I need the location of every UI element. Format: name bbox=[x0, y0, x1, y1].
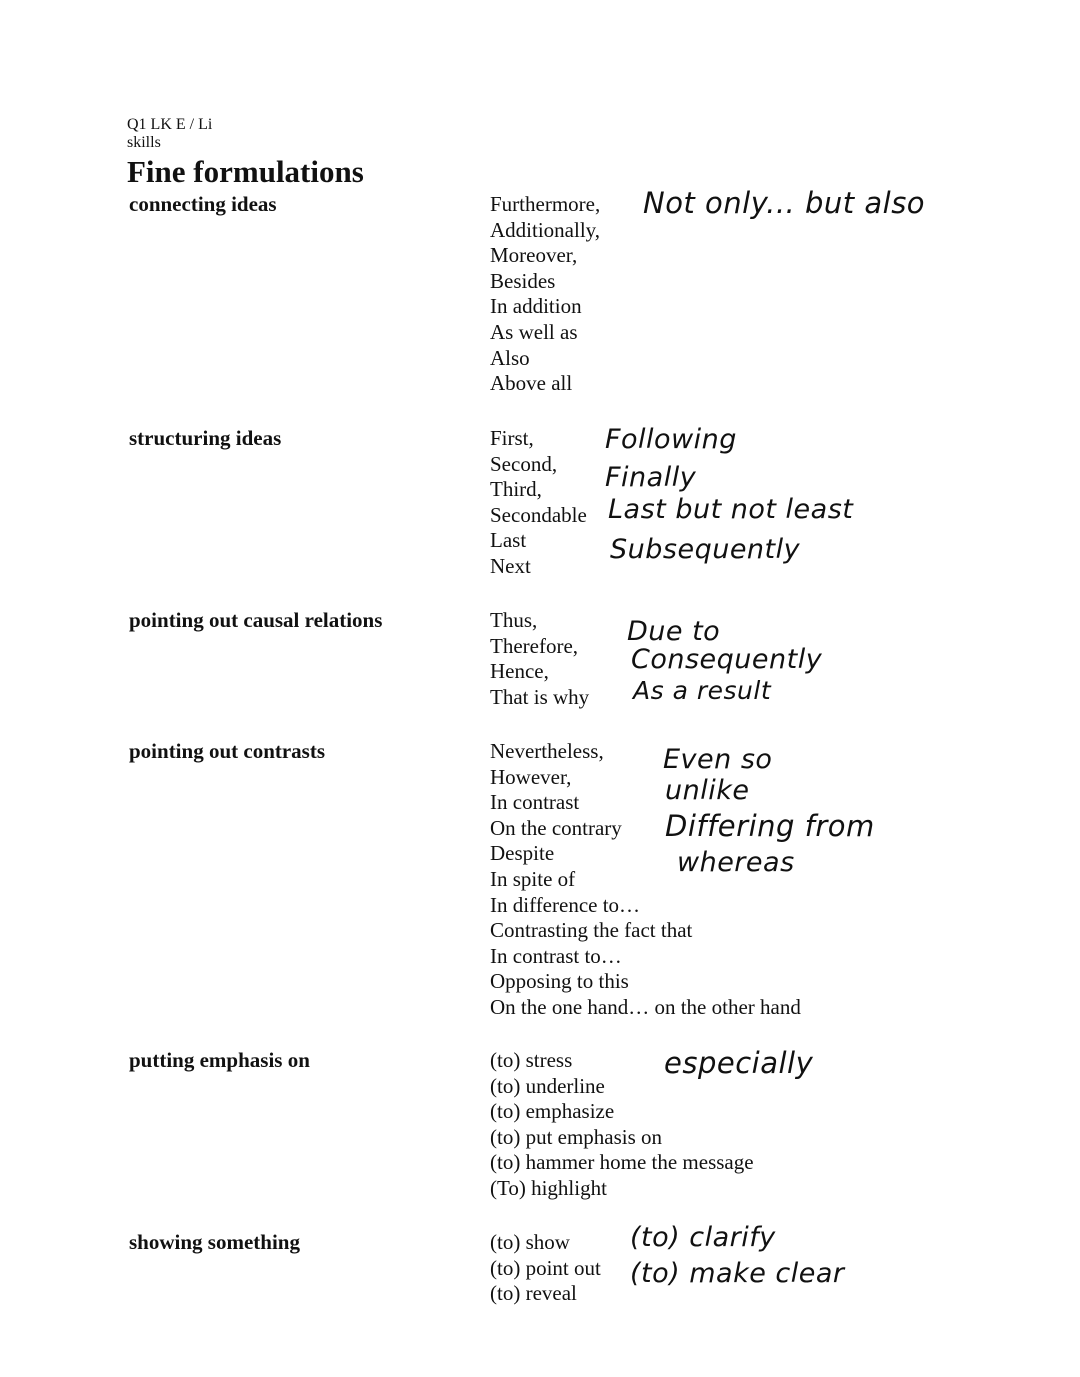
handwritten-note: Not only... but also bbox=[643, 186, 926, 220]
term-item: Third, bbox=[490, 477, 542, 502]
handwritten-note: Finally bbox=[605, 462, 697, 493]
term-list bbox=[490, 426, 587, 580]
handwritten-note: As a result bbox=[633, 676, 772, 705]
term-item: (to) underline bbox=[490, 1073, 605, 1098]
term-item: Second, bbox=[490, 451, 558, 476]
category-heading: pointing out causal relations bbox=[129, 608, 383, 632]
page-title: Fine formulations bbox=[127, 154, 364, 189]
category-heading: connecting ideas bbox=[129, 192, 277, 216]
skills-label: skills bbox=[127, 134, 161, 151]
term-item: Next bbox=[490, 553, 531, 578]
handwritten-note: Last but not least bbox=[608, 494, 854, 525]
term-item: Despite bbox=[490, 841, 555, 866]
term-list bbox=[490, 192, 600, 397]
term-item: As well as bbox=[490, 319, 578, 344]
term-item: Above all bbox=[490, 371, 573, 396]
term-list bbox=[490, 739, 801, 1021]
category-heading: structuring ideas bbox=[129, 426, 282, 450]
term-item: (to) reveal bbox=[490, 1281, 577, 1306]
handwritten-note: Subsequently bbox=[610, 534, 801, 565]
handwritten-note: especially bbox=[664, 1046, 814, 1080]
term-item: That is why bbox=[490, 684, 590, 709]
term-list bbox=[490, 608, 589, 710]
term-item: Additionally, bbox=[490, 217, 601, 242]
term-list bbox=[490, 1230, 601, 1307]
term-item: Thus, bbox=[490, 608, 538, 632]
term-item: (to) stress bbox=[490, 1048, 573, 1072]
handwritten-note: Differing from bbox=[665, 809, 875, 843]
term-item: In addition bbox=[490, 294, 582, 319]
term-item: (to) show bbox=[490, 1230, 570, 1254]
handwritten-note: (to) clarify bbox=[630, 1222, 776, 1253]
term-item: Also bbox=[490, 345, 530, 370]
term-item: (to) hammer home the message bbox=[490, 1150, 754, 1175]
term-item: In difference to… bbox=[490, 892, 641, 917]
course-label: Q1 LK E / Li bbox=[127, 116, 213, 133]
handwritten-note: Consequently bbox=[631, 644, 823, 675]
term-item: (to) point out bbox=[490, 1255, 601, 1280]
term-item: (to) put emphasis on bbox=[490, 1124, 663, 1149]
category-heading: putting emphasis on bbox=[129, 1048, 310, 1072]
term-item: Moreover, bbox=[490, 243, 578, 268]
term-item: However, bbox=[490, 764, 572, 789]
term-item: Last bbox=[490, 528, 527, 553]
term-item: Furthermore, bbox=[490, 192, 601, 216]
term-item: In spite of bbox=[490, 866, 576, 891]
term-item: On the one hand… on the other hand bbox=[490, 994, 801, 1019]
term-item: Secondable bbox=[490, 502, 587, 527]
term-item: (to) emphasize bbox=[490, 1099, 615, 1124]
handwritten-note: (to) make clear bbox=[630, 1258, 845, 1289]
term-item: Nevertheless, bbox=[490, 739, 604, 763]
term-item: (To) highlight bbox=[490, 1175, 607, 1200]
handwritten-note: Even so bbox=[663, 744, 773, 775]
handwritten-note: Due to bbox=[627, 616, 721, 647]
category-heading: showing something bbox=[129, 1230, 300, 1254]
term-item: First, bbox=[490, 426, 534, 450]
category-heading: pointing out contrasts bbox=[129, 739, 326, 763]
term-item: In contrast to… bbox=[490, 943, 622, 968]
handwritten-note: unlike bbox=[665, 775, 750, 806]
term-item: Besides bbox=[490, 268, 556, 293]
term-item: On the contrary bbox=[490, 815, 622, 840]
term-item: Contrasting the fact that bbox=[490, 918, 693, 943]
handwritten-note: Following bbox=[605, 424, 737, 455]
term-item: In contrast bbox=[490, 790, 580, 815]
term-item: Therefore, bbox=[490, 633, 579, 658]
term-item: Hence, bbox=[490, 659, 549, 684]
handwritten-note: whereas bbox=[677, 847, 795, 878]
term-item: Opposing to this bbox=[490, 969, 629, 994]
